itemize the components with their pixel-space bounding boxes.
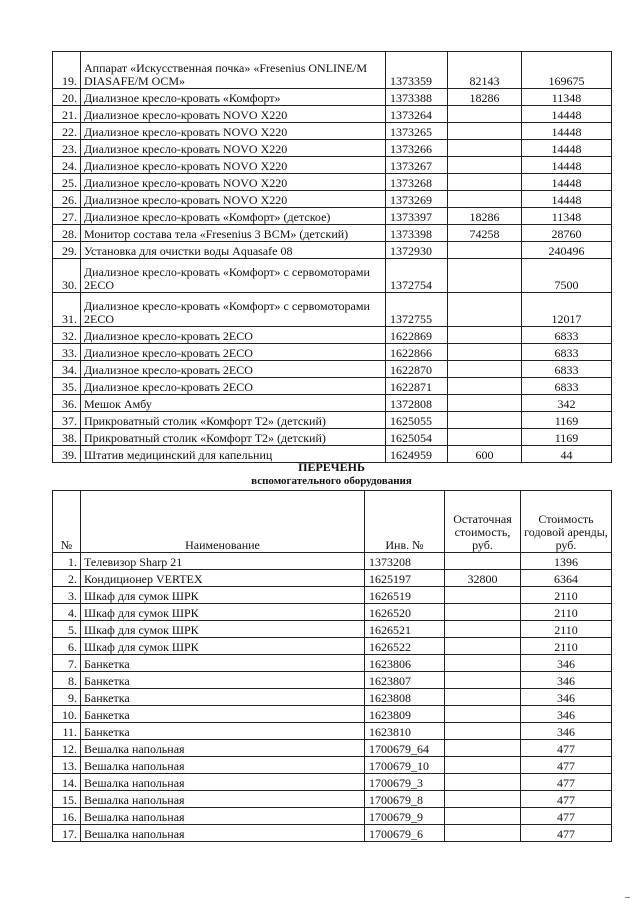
row-residual-value: [448, 293, 522, 327]
row-name: Банкетка: [81, 655, 365, 672]
row-inventory-number: 1372930: [386, 242, 448, 259]
row-name: Вешалка напольная: [81, 757, 365, 774]
table-row: [53, 89, 612, 106]
row-inventory-number: 1626520: [365, 604, 445, 621]
header-number: №: [53, 491, 81, 553]
row-annual-rent: 14448: [522, 123, 612, 140]
table-row: [53, 191, 612, 208]
row-number: 34.: [53, 361, 81, 378]
row-inventory-number: 1373397: [386, 208, 448, 225]
row-number: 33.: [53, 344, 81, 361]
row-inventory-number: 1373269: [386, 191, 448, 208]
row-annual-rent: 346: [521, 655, 612, 672]
row-residual-value: [445, 740, 521, 757]
row-number: 13.: [53, 757, 81, 774]
row-residual-value: [445, 621, 521, 638]
table-row: [53, 140, 612, 157]
row-annual-rent: 477: [521, 791, 612, 808]
row-inventory-number: 1372754: [386, 259, 448, 293]
table-row: [53, 259, 612, 293]
row-number: 2.: [53, 570, 81, 587]
row-name: Телевизор Sharp 21: [81, 553, 365, 570]
row-annual-rent: 6833: [522, 378, 612, 395]
table-row: [53, 723, 612, 740]
row-residual-value: [445, 689, 521, 706]
row-annual-rent: 14448: [522, 174, 612, 191]
row-number: 38.: [53, 429, 81, 446]
row-name: Диализное кресло-кровать 2ECO: [81, 327, 386, 344]
table-row: [53, 825, 612, 842]
row-annual-rent: 14448: [522, 140, 612, 157]
row-inventory-number: 1622871: [386, 378, 448, 395]
row-number: 3.: [53, 587, 81, 604]
row-name: Мешок Амбу: [81, 395, 386, 412]
row-residual-value: [445, 757, 521, 774]
row-number: 30.: [53, 259, 81, 293]
list-title: ПЕРЕЧЕНЬ: [298, 460, 365, 474]
row-annual-rent: 1169: [522, 412, 612, 429]
row-number: 17.: [53, 825, 81, 842]
table-row: [53, 553, 612, 570]
auxiliary-equipment-table: [52, 490, 612, 842]
row-name: Диализное кресло-кровать NOVO X220: [81, 106, 386, 123]
row-inventory-number: 1625197: [365, 570, 445, 587]
row-number: 15.: [53, 791, 81, 808]
row-annual-rent: 11348: [522, 89, 612, 106]
table-row: [53, 344, 612, 361]
row-inventory-number: 1373388: [386, 89, 448, 106]
row-inventory-number: 1623808: [365, 689, 445, 706]
row-number: 10.: [53, 706, 81, 723]
row-annual-rent: 6833: [522, 327, 612, 344]
row-residual-value: 32800: [445, 570, 521, 587]
table-row: [53, 225, 612, 242]
row-annual-rent: 2110: [521, 621, 612, 638]
row-inventory-number: 1700679_6: [365, 825, 445, 842]
row-inventory-number: 1372808: [386, 395, 448, 412]
row-residual-value: [448, 395, 522, 412]
row-residual-value: [448, 259, 522, 293]
row-annual-rent: 28760: [522, 225, 612, 242]
row-residual-value: [448, 174, 522, 191]
row-annual-rent: 2110: [521, 587, 612, 604]
table-row: [53, 52, 612, 89]
row-number: 22.: [53, 123, 81, 140]
row-inventory-number: 1700679_64: [365, 740, 445, 757]
row-number: 19.: [53, 52, 81, 89]
header-inventory: Инв. №: [365, 491, 445, 553]
row-name: Шкаф для сумок ШРК: [81, 638, 365, 655]
row-name: Монитор состава тела «Fresenius 3 BCM» (детский): [81, 225, 386, 242]
row-residual-value: [448, 429, 522, 446]
row-residual-value: [445, 655, 521, 672]
row-inventory-number: 1700679_10: [365, 757, 445, 774]
row-residual-value: [448, 361, 522, 378]
row-inventory-number: 1372755: [386, 293, 448, 327]
row-name: Штатив медицинский для капельниц: [81, 446, 386, 463]
table-row: [53, 621, 612, 638]
row-annual-rent: 342: [522, 395, 612, 412]
row-number: 4.: [53, 604, 81, 621]
row-residual-value: [448, 412, 522, 429]
row-residual-value: 18286: [448, 89, 522, 106]
row-inventory-number: 1373265: [386, 123, 448, 140]
row-residual-value: [445, 672, 521, 689]
table-row: [53, 570, 612, 587]
row-inventory-number: 1373268: [386, 174, 448, 191]
row-number: 20.: [53, 89, 81, 106]
footer-mark: _: [625, 888, 630, 899]
row-annual-rent: 346: [521, 723, 612, 740]
row-inventory-number: 1373266: [386, 140, 448, 157]
row-name: Банкетка: [81, 706, 365, 723]
table-row: [53, 123, 612, 140]
auxiliary-table-body: [53, 553, 612, 842]
row-residual-value: [445, 553, 521, 570]
row-annual-rent: 14448: [522, 191, 612, 208]
row-residual-value: [445, 604, 521, 621]
row-number: 23.: [53, 140, 81, 157]
row-residual-value: 74258: [448, 225, 522, 242]
header-name: Наименование: [81, 491, 365, 553]
row-number: 6.: [53, 638, 81, 655]
row-annual-rent: 1396: [521, 553, 612, 570]
row-name: Диализное кресло-кровать «Комфорт» (детское): [81, 208, 386, 225]
row-residual-value: [448, 344, 522, 361]
list-subtitle: вспомогательного оборудования: [251, 475, 412, 487]
table-row: [53, 604, 612, 621]
row-annual-rent: 240496: [522, 242, 612, 259]
row-inventory-number: 1623806: [365, 655, 445, 672]
table-row: [53, 655, 612, 672]
row-name: Банкетка: [81, 672, 365, 689]
row-annual-rent: 12017: [522, 293, 612, 327]
row-number: 28.: [53, 225, 81, 242]
row-number: 5.: [53, 621, 81, 638]
row-residual-value: [445, 825, 521, 842]
row-number: 35.: [53, 378, 81, 395]
row-annual-rent: 14448: [522, 106, 612, 123]
row-number: 26.: [53, 191, 81, 208]
row-residual-value: [448, 378, 522, 395]
row-inventory-number: 1626522: [365, 638, 445, 655]
row-residual-value: [448, 157, 522, 174]
row-inventory-number: 1625055: [386, 412, 448, 429]
row-name: Аппарат «Искусственная почка» «Fresenius ONLINE/M DIASAFE/M OCM»: [81, 52, 386, 89]
row-number: 24.: [53, 157, 81, 174]
row-inventory-number: 1626519: [365, 587, 445, 604]
row-name: Банкетка: [81, 689, 365, 706]
row-name: Прикроватный столик «Комфорт T2» (детский): [81, 412, 386, 429]
table-row: [53, 242, 612, 259]
row-residual-value: [445, 587, 521, 604]
table-row: [53, 327, 612, 344]
table-row: [53, 791, 612, 808]
row-number: 21.: [53, 106, 81, 123]
row-name: Диализное кресло-кровать 2ECO: [81, 361, 386, 378]
table-row: [53, 157, 612, 174]
row-inventory-number: 1373398: [386, 225, 448, 242]
row-annual-rent: 346: [521, 672, 612, 689]
row-annual-rent: 477: [521, 808, 612, 825]
table-row: [53, 689, 612, 706]
row-name: Вешалка напольная: [81, 740, 365, 757]
row-name: Шкаф для сумок ШРК: [81, 604, 365, 621]
row-residual-value: 600: [448, 446, 522, 463]
row-annual-rent: 2110: [521, 604, 612, 621]
row-name: Вешалка напольная: [81, 825, 365, 842]
row-annual-rent: 1169: [522, 429, 612, 446]
table-row: [53, 774, 612, 791]
row-inventory-number: 1622866: [386, 344, 448, 361]
row-number: 7.: [53, 655, 81, 672]
table-row: [53, 706, 612, 723]
row-inventory-number: 1623807: [365, 672, 445, 689]
row-inventory-number: 1623810: [365, 723, 445, 740]
row-annual-rent: 346: [521, 706, 612, 723]
equipment-table: [52, 51, 612, 463]
row-number: 16.: [53, 808, 81, 825]
row-number: 8.: [53, 672, 81, 689]
row-name: Диализное кресло-кровать NOVO X220: [81, 123, 386, 140]
row-number: 29.: [53, 242, 81, 259]
row-annual-rent: 477: [521, 774, 612, 791]
row-inventory-number: 1373264: [386, 106, 448, 123]
table-row: [53, 208, 612, 225]
table-row: [53, 638, 612, 655]
row-residual-value: [448, 327, 522, 344]
row-name: Шкаф для сумок ШРК: [81, 621, 365, 638]
row-annual-rent: 6364: [521, 570, 612, 587]
table-row: [53, 293, 612, 327]
row-name: Банкетка: [81, 723, 365, 740]
row-inventory-number: 1700679_8: [365, 791, 445, 808]
row-residual-value: [445, 706, 521, 723]
row-name: Кондиционер VERTEX: [81, 570, 365, 587]
table-row: [53, 395, 612, 412]
table-header-row: [53, 491, 612, 553]
row-inventory-number: 1625054: [386, 429, 448, 446]
row-annual-rent: 7500: [522, 259, 612, 293]
row-residual-value: [448, 123, 522, 140]
row-number: 36.: [53, 395, 81, 412]
row-inventory-number: 1700679_9: [365, 808, 445, 825]
row-inventory-number: 1373359: [386, 52, 448, 89]
row-number: 9.: [53, 689, 81, 706]
row-inventory-number: 1626521: [365, 621, 445, 638]
table-row: [53, 361, 612, 378]
table-row: [53, 740, 612, 757]
row-number: 31.: [53, 293, 81, 327]
row-residual-value: [445, 774, 521, 791]
row-number: 1.: [53, 553, 81, 570]
row-name: Диализное кресло-кровать «Комфорт» с сервомоторами 2ECO: [81, 293, 386, 327]
table-row: [53, 672, 612, 689]
row-name: Диализное кресло-кровать NOVO X220: [81, 157, 386, 174]
row-name: Диализное кресло-кровать «Комфорт» с сервомоторами 2ECO: [81, 259, 386, 293]
table-row: [53, 106, 612, 123]
row-name: Диализное кресло-кровать 2ECO: [81, 344, 386, 361]
row-number: 12.: [53, 740, 81, 757]
row-annual-rent: 477: [521, 757, 612, 774]
row-name: Шкаф для сумок ШРК: [81, 587, 365, 604]
row-number: 14.: [53, 774, 81, 791]
row-number: 27.: [53, 208, 81, 225]
row-number: 37.: [53, 412, 81, 429]
row-inventory-number: 1700679_3: [365, 774, 445, 791]
row-residual-value: [445, 791, 521, 808]
row-residual-value: [448, 106, 522, 123]
table-row: [53, 808, 612, 825]
row-inventory-number: 1622869: [386, 327, 448, 344]
row-residual-value: [445, 808, 521, 825]
table-row: [53, 174, 612, 191]
row-residual-value: [445, 723, 521, 740]
row-annual-rent: 6833: [522, 361, 612, 378]
equipment-table-body: [53, 52, 612, 463]
row-number: 11.: [53, 723, 81, 740]
row-annual-rent: 169675: [522, 52, 612, 89]
row-annual-rent: 44: [522, 446, 612, 463]
row-residual-value: [445, 638, 521, 655]
header-annual-rent: Стоимость годовой аренды, руб.: [521, 491, 612, 553]
row-residual-value: [448, 191, 522, 208]
row-annual-rent: 477: [521, 825, 612, 842]
row-inventory-number: 1373267: [386, 157, 448, 174]
row-inventory-number: 1624959: [386, 446, 448, 463]
row-annual-rent: 6833: [522, 344, 612, 361]
row-name: Диализное кресло-кровать «Комфорт»: [81, 89, 386, 106]
row-inventory-number: 1373208: [365, 553, 445, 570]
row-annual-rent: 346: [521, 689, 612, 706]
row-name: Вешалка напольная: [81, 808, 365, 825]
row-name: Вешалка напольная: [81, 774, 365, 791]
row-name: Диализное кресло-кровать 2ECO: [81, 378, 386, 395]
row-number: 39.: [53, 446, 81, 463]
row-residual-value: [448, 140, 522, 157]
row-annual-rent: 11348: [522, 208, 612, 225]
row-residual-value: 82143: [448, 52, 522, 89]
table-row: [53, 757, 612, 774]
row-residual-value: [448, 242, 522, 259]
table-row: [53, 429, 612, 446]
row-annual-rent: 14448: [522, 157, 612, 174]
row-annual-rent: 477: [521, 740, 612, 757]
header-residual-value: Остаточная стоимость, руб.: [445, 491, 521, 553]
row-name: Вешалка напольная: [81, 791, 365, 808]
table-row: [53, 587, 612, 604]
row-inventory-number: 1622870: [386, 361, 448, 378]
row-annual-rent: 2110: [521, 638, 612, 655]
row-residual-value: 18286: [448, 208, 522, 225]
row-name: Диализное кресло-кровать NOVO X220: [81, 191, 386, 208]
row-name: Установка для очистки воды Aquasafe 08: [81, 242, 386, 259]
row-inventory-number: 1623809: [365, 706, 445, 723]
row-number: 32.: [53, 327, 81, 344]
row-name: Диализное кресло-кровать NOVO X220: [81, 140, 386, 157]
row-number: 25.: [53, 174, 81, 191]
row-name: Диализное кресло-кровать NOVO X220: [81, 174, 386, 191]
table-row: [53, 378, 612, 395]
row-name: Прикроватный столик «Комфорт T2» (детский): [81, 429, 386, 446]
table-row: [53, 412, 612, 429]
